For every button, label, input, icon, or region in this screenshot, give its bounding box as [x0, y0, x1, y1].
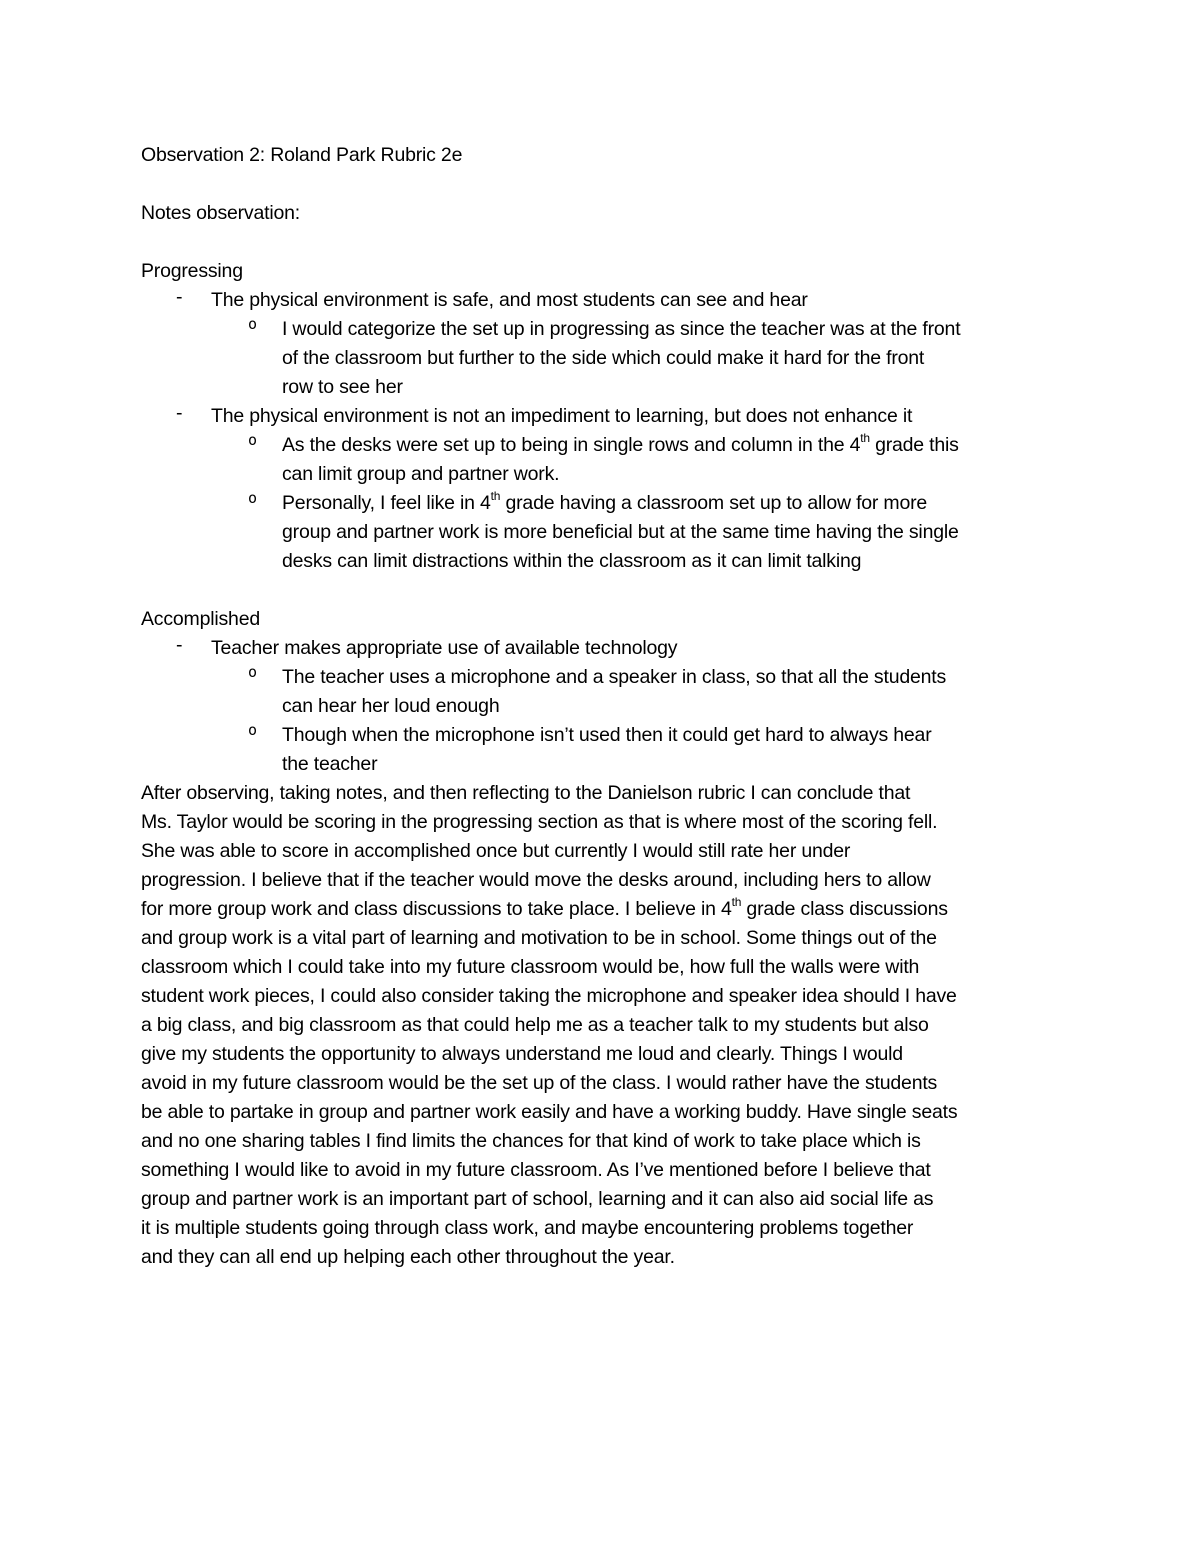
sub-bullet-line: The teacher uses a microphone and a speaker in class, so that all the students [282, 666, 947, 688]
bullet-item [141, 286, 1071, 315]
circle-bullet-marker: o [248, 721, 257, 739]
sub-bullet-line: I would categorize the set up in progressing as since the teacher was at the front [282, 318, 961, 340]
paragraph-line: student work pieces, I could also consider taking the microphone and speaker idea should I have [141, 985, 957, 1007]
document-title: Observation 2: Roland Park Rubric 2e [141, 144, 463, 166]
sub-bullet-line: As the desks were set up to being in single rows and column in the 4th grade this [282, 431, 959, 456]
paragraph-line: something I would like to avoid in my future classroom. As I’ve mentioned before I believe that [141, 1159, 931, 1181]
sub-bullet-line: of the classroom but further to the side which could make it hard for the front [282, 347, 925, 369]
paragraph-line: Ms. Taylor would be scoring in the progressing section as that is where most of the scoring fell. [141, 811, 938, 833]
sub-bullet-item [141, 431, 1071, 489]
section-heading-accomplished: Accomplished [141, 608, 260, 630]
paragraph-line: and group work is a vital part of learning and motivation to be in school. Some things out of the [141, 927, 937, 949]
sub-bullet-line: desks can limit distractions within the classroom as it can limit talking [282, 550, 862, 572]
sub-bullet-item [141, 721, 1071, 779]
bullet-text: Teacher makes appropriate use of available technology [211, 637, 678, 659]
paragraph-line: a big class, and big classroom as that could help me as a teacher talk to my students but also [141, 1014, 929, 1036]
dash-bullet-marker: - [176, 402, 183, 424]
circle-bullet-marker: o [248, 431, 257, 449]
paragraph-line: give my students the opportunity to always understand me loud and clearly. Things I would [141, 1043, 903, 1065]
sub-bullet-line: can limit group and partner work. [282, 463, 560, 485]
paragraph-line: be able to partake in group and partner work easily and have a working buddy. Have single seats [141, 1101, 958, 1123]
bullet-item [141, 402, 1071, 431]
document-body [141, 141, 1071, 1272]
sub-bullet-line: row to see her [282, 376, 403, 398]
sub-bullet-item [141, 489, 1071, 576]
paragraph-line: for more group work and class discussions to take place. I believe in 4th grade class discussions [141, 895, 948, 920]
paragraph-line: progression. I believe that if the teacher would move the desks around, including hers to allow [141, 869, 931, 891]
paragraph-line: classroom which I could take into my future classroom would be, how full the walls were with [141, 956, 920, 978]
spacer [141, 170, 1071, 199]
dash-bullet-marker: - [176, 634, 183, 656]
sub-bullet-line: the teacher [282, 753, 378, 775]
paragraph-line: avoid in my future classroom would be the set up of the class. I would rather have the students [141, 1072, 938, 1094]
sub-bullet-item [141, 315, 1071, 402]
notes-label: Notes observation: [141, 202, 300, 224]
sub-bullet-item [141, 663, 1071, 721]
circle-bullet-marker: o [248, 663, 257, 681]
sub-bullet-line: group and partner work is more beneficial but at the same time having the single [282, 521, 959, 543]
sub-bullet-line: Personally, I feel like in 4th grade having a classroom set up to allow for more [282, 489, 928, 514]
spacer [141, 576, 1071, 605]
paragraph-line: She was able to score in accomplished once but currently I would still rate her under [141, 840, 851, 862]
ordinal-superscript: th [860, 431, 870, 445]
circle-bullet-marker: o [248, 489, 257, 507]
ordinal-superscript: th [490, 489, 501, 503]
conclusion-paragraph [141, 779, 1071, 1272]
bullet-text: The physical environment is not an impediment to learning, but does not enhance it [211, 405, 913, 427]
dash-bullet-marker: - [176, 286, 183, 308]
ordinal-superscript: th [731, 895, 742, 909]
circle-bullet-marker: o [248, 315, 257, 333]
paragraph-line: After observing, taking notes, and then reflecting to the Danielson rubric I can conclude that [141, 782, 911, 804]
bullet-item [141, 634, 1071, 663]
spacer [141, 228, 1071, 257]
section-heading-progressing: Progressing [141, 260, 243, 282]
paragraph-line: it is multiple students going through class work, and maybe encountering problems together [141, 1217, 914, 1239]
paragraph-line: and they can all end up helping each other throughout the year. [141, 1246, 675, 1268]
paragraph-line: group and partner work is an important part of school, learning and it can also aid social life as [141, 1188, 934, 1210]
bullet-text: The physical environment is safe, and most students can see and hear [211, 289, 808, 311]
paragraph-line: and no one sharing tables I find limits the chances for that kind of work to take place which is [141, 1130, 921, 1152]
sub-bullet-line: Though when the microphone isn’t used then it could get hard to always hear [282, 724, 932, 746]
sub-bullet-line: can hear her loud enough [282, 695, 500, 717]
